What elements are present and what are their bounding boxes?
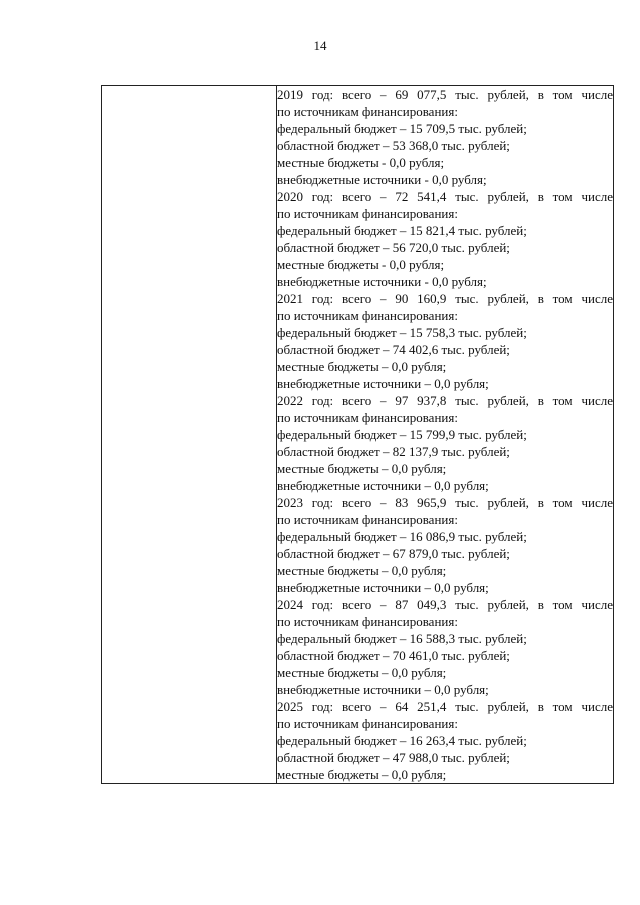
financing-line: 2024 год: всего – 87 049,3 тыс. рублей, в том числе <box>277 597 613 612</box>
financing-line: по источникам финансирования: <box>277 410 458 425</box>
financing-line: областной бюджет – 82 137,9 тыс. рублей; <box>277 444 510 459</box>
financing-line: 2021 год: всего – 90 160,9 тыс. рублей, в том числе <box>277 291 613 306</box>
financing-line: 2022 год: всего – 97 937,8 тыс. рублей, в том числе <box>277 393 613 408</box>
financing-line: 2019 год: всего – 69 077,5 тыс. рублей, в том числе <box>277 87 613 102</box>
financing-line: 2023 год: всего – 83 965,9 тыс. рублей, в том числе <box>277 495 613 510</box>
financing-line: внебюджетные источники - 0,0 рубля; <box>277 274 487 289</box>
financing-line: областной бюджет – 56 720,0 тыс. рублей; <box>277 240 510 255</box>
financing-line: по источникам финансирования: <box>277 614 458 629</box>
financing-line: местные бюджеты - 0,0 рубля; <box>277 155 445 170</box>
financing-line: внебюджетные источники – 0,0 рубля; <box>277 682 489 697</box>
financing-line: федеральный бюджет – 15 758,3 тыс. рублей; <box>277 325 527 340</box>
financing-line: 2025 год: всего – 64 251,4 тыс. рублей, в том числе <box>277 699 613 714</box>
financing-line: местные бюджеты - 0,0 рубля; <box>277 257 445 272</box>
financing-line: местные бюджеты – 0,0 рубля; <box>277 665 447 680</box>
financing-line: областной бюджет – 74 402,6 тыс. рублей; <box>277 342 510 357</box>
empty-label-cell <box>102 86 277 784</box>
financing-line: местные бюджеты – 0,0 рубля; <box>277 461 447 476</box>
financing-line: федеральный бюджет – 15 799,9 тыс. рублей; <box>277 427 527 442</box>
financing-line: по источникам финансирования: <box>277 716 458 731</box>
financing-lines <box>277 86 613 783</box>
financing-line: внебюджетные источники - 0,0 рубля; <box>277 172 487 187</box>
financing-line: внебюджетные источники – 0,0 рубля; <box>277 478 489 493</box>
financing-line: местные бюджеты – 0,0 рубля; <box>277 767 447 782</box>
financing-line: по источникам финансирования: <box>277 512 458 527</box>
financing-line: федеральный бюджет – 15 709,5 тыс. рублей; <box>277 121 527 136</box>
financing-line: областной бюджет – 47 988,0 тыс. рублей; <box>277 750 510 765</box>
financing-line: областной бюджет – 67 879,0 тыс. рублей; <box>277 546 510 561</box>
financing-line: по источникам финансирования: <box>277 104 458 119</box>
financing-text-cell <box>277 86 614 784</box>
financing-line: местные бюджеты – 0,0 рубля; <box>277 563 447 578</box>
financing-line: по источникам финансирования: <box>277 206 458 221</box>
financing-table <box>101 85 614 784</box>
financing-line: 2020 год: всего – 72 541,4 тыс. рублей, в том числе <box>277 189 613 204</box>
financing-line: местные бюджеты – 0,0 рубля; <box>277 359 447 374</box>
financing-line: федеральный бюджет – 16 263,4 тыс. рублей; <box>277 733 527 748</box>
table-row <box>102 86 614 784</box>
financing-line: федеральный бюджет – 16 588,3 тыс. рублей; <box>277 631 527 646</box>
financing-line: внебюджетные источники – 0,0 рубля; <box>277 376 489 391</box>
page-number: 14 <box>313 38 327 53</box>
financing-line: федеральный бюджет – 15 821,4 тыс. рублей; <box>277 223 527 238</box>
financing-line: по источникам финансирования: <box>277 308 458 323</box>
financing-line: внебюджетные источники – 0,0 рубля; <box>277 580 489 595</box>
financing-line: областной бюджет – 53 368,0 тыс. рублей; <box>277 138 510 153</box>
financing-line: федеральный бюджет – 16 086,9 тыс. рублей; <box>277 529 527 544</box>
financing-line: областной бюджет – 70 461,0 тыс. рублей; <box>277 648 510 663</box>
